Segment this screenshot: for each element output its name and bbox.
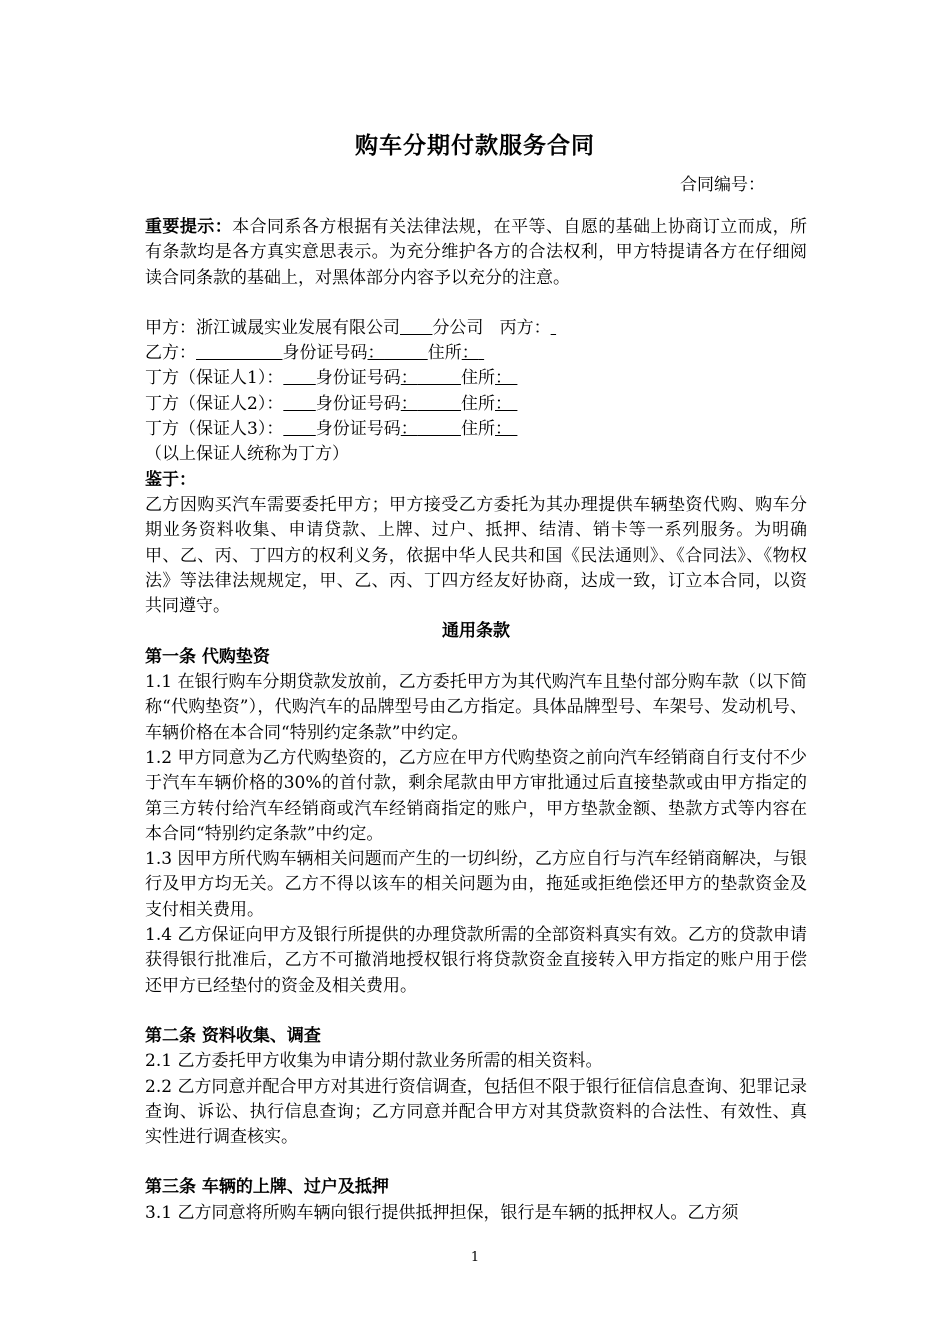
whereas-text: 乙方因购买汽车需要委托甲方；甲方接受乙方委托为其办理提供车辆垫资代购、购车分期业务资料收集、申请贷款、上牌、过户、抵押、结清、销卡等一系列服务。为明确甲、乙、丙、丁四方的权利义务，依据中华人民共和国《民法通则》、《合同法》、《物权法》等法律法规规定，甲、乙、丙、丁四方经友好协商，达成一致，订立本合同，以资共同遵守。 bbox=[145, 494, 807, 617]
branch-blank bbox=[400, 318, 432, 338]
party-yi-id-blank bbox=[384, 343, 427, 363]
clause-1-3: 1.3 因甲方所代购车辆相关问题而产生的一切纠纷，乙方应自行与汽车经销商解决，与银行及甲方均无关。乙方不得以该车的相关问题为由，拖延或拒绝偿还甲方的垫款资金及支付相关费用。 bbox=[145, 849, 807, 920]
article-1-title: 第一条 代购垫资 bbox=[145, 646, 270, 667]
general-terms-heading: 通用条款 bbox=[442, 621, 510, 642]
page-number: 1 bbox=[470, 1250, 480, 1265]
clause-1-2: 1.2 甲方同意为乙方代购垫资的，乙方应在甲方代购垫资之前向汽车经销商自行支付不少于汽车车辆价格的30%的首付款，剩余尾款由甲方审批通过后直接垫款或由甲方指定的第三方转付给汽车经销商或汽车经销商指定的账户，甲方垫款金额、垫款方式等内容在本合同“特别约定条款”中约定。 bbox=[145, 747, 807, 844]
notice-label: 重要提示： bbox=[145, 217, 233, 237]
contract-number-label: 合同编号： bbox=[680, 175, 765, 195]
clause-2-1: 2.1 乙方委托甲方收集为申请分期付款业务所需的相关资料。 bbox=[145, 1051, 603, 1072]
guarantor-2-line: 丁方（保证人2）： 身份证号码： 住所： bbox=[145, 393, 512, 414]
article-3-title: 第三条 车辆的上牌、过户及抵押 bbox=[145, 1177, 389, 1198]
party-bing-blank bbox=[551, 318, 556, 338]
guarantor-1-line: 丁方（保证人1）： 身份证号码： 住所： bbox=[145, 368, 512, 389]
document-body bbox=[145, 215, 807, 1226]
guarantor-note: （以上保证人统称为丁方） bbox=[145, 444, 349, 465]
guarantor-3-line: 丁方（保证人3）： 身份证号码： 住所： bbox=[145, 419, 512, 440]
clause-1-1: 1.1 在银行购车分期贷款发放前，乙方委托甲方为其代购汽车且垫付部分购车款（以下简称“代购垫资”），代购汽车的品牌型号由乙方指定。具体品牌型号、车架号、发动机号、车辆价格在本合同“特别约定条款”中约定。 bbox=[145, 672, 807, 743]
party-jia-line: 甲方：浙江诚晟实业发展有限公司 分公司 丙方： bbox=[145, 316, 807, 341]
whereas-label: 鉴于： bbox=[145, 469, 196, 490]
important-notice bbox=[145, 215, 807, 291]
notice-text: 本合同系各方根据有关法律法规，在平等、自愿的基础上协商订立而成，所有条款均是各方真实意思表示。为充分维护各方的合法权利，甲方特提请各方在仔细阅读合同条款的基础上，对黑体部分内容予以充分的注意。 bbox=[145, 217, 808, 288]
party-yi-name-blank bbox=[196, 343, 282, 363]
document-title: 购车分期付款服务合同 bbox=[355, 132, 595, 159]
clause-3-1: 3.1 乙方同意将所购车辆向银行提供抵押担保，银行是车辆的抵押权人。乙方须 bbox=[145, 1202, 739, 1223]
party-yi-line: 乙方： 身份证号码： 住所： bbox=[145, 343, 479, 364]
clause-2-2: 2.2 乙方同意并配合甲方对其进行资信调查，包括但不限于银行征信信息查询、犯罪记录查询、诉讼、执行信息查询；乙方同意并配合甲方对其贷款资料的合法性、有效性、真实性进行调查核实。 bbox=[145, 1076, 807, 1148]
clause-1-4: 1.4 乙方保证向甲方及银行所提供的办理贷款所需的全部资料真实有效。乙方的贷款申请获得银行批准后，乙方不可撤消地授权银行将贷款资金直接转入甲方指定的账户用于偿还甲方已经垫付的资金及相关费用。 bbox=[145, 925, 807, 996]
article-2-title: 第二条 资料收集、调查 bbox=[145, 1025, 321, 1046]
